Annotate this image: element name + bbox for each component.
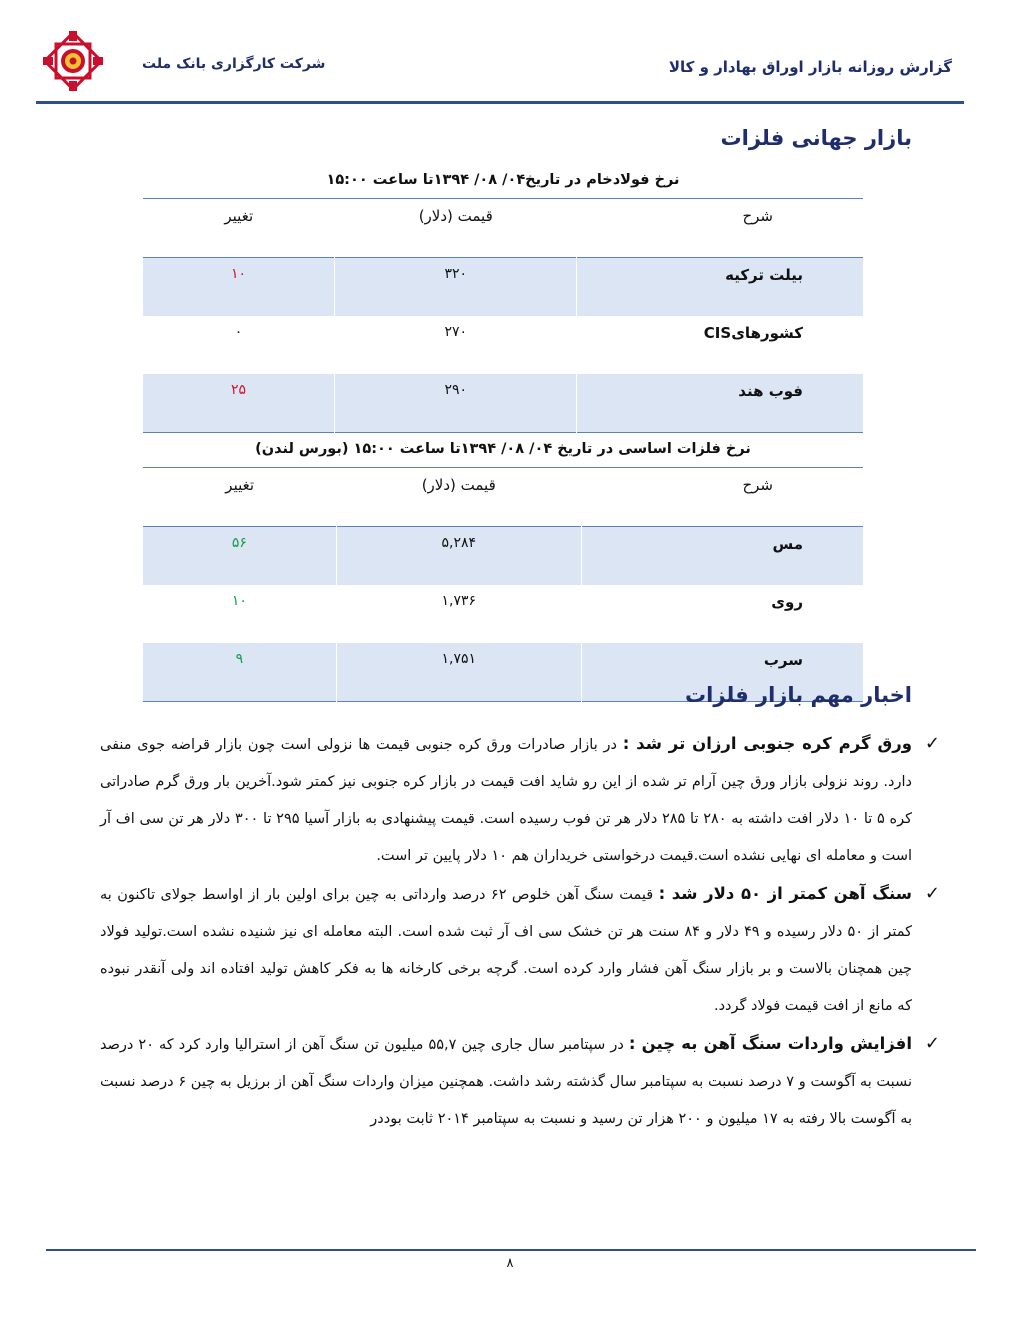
row-name: سرب [581,643,863,702]
row-change: ۱۰ [231,593,247,609]
row-change: ۹ [143,643,336,702]
table-header-row [143,199,863,258]
row-change: ۲۵ [143,374,335,433]
header-rule [36,101,964,104]
news-lead: سنگ آهن کمتر از ۵۰ دلار شد : [658,884,912,903]
bank-mellat-logo [42,30,104,92]
news-body: در سپتامبر سال جاری چین ۵۵,۷ میلیون تن سنگ آهن از استرالیا وارد کرد که ۲۰ درصد نسبت به آگوست و ۷ درصد نسبت به سپتامبر سال گذشته رشد داشت. همچنین میزان واردات سنگ آهن از برزیل به چین ۶ درصد نسبت به آگوست بالا رفته به ۱۷ میلیون و ۲۰۰ هزار تن رسید و نسبت به سپتامبر ۲۰۱۴ ثابت بوددر [100,1037,912,1127]
header-description: شرح [742,207,773,225]
section-title-metals-news: اخبار مهم بازار فلزات [685,683,912,707]
section-title-world-metals: بازار جهانی فلزات [720,126,912,150]
list-item [100,875,940,1025]
header-change: تغییر [224,207,254,225]
base-metals-table [143,467,863,702]
header-price: قیمت (دلار) [421,476,496,494]
table-row [143,527,863,586]
row-change: ۱۰ [143,258,335,317]
news-lead: افزایش واردات سنگ آهن به چین : [628,1034,912,1053]
table-header-row [143,468,863,527]
table-row [143,585,863,643]
row-price: ۳۲۰ [335,258,577,317]
check-icon: ✓ [924,733,940,754]
table-row [143,258,863,317]
news-body: قیمت سنگ آهن خلوص ۶۲ درصد وارداتی به چین برای اولین بار از اواسط جولای تاکنون به کمتر از ۵۰ دلار رسیده و ۴۹ دلار و ۸۴ سنت هر تن خشک سی اف آر ثبت شده است. البته معامله ای نیز شنیده نشده است.تولید فولاد چین همچنان بالاست و بر بازار سنگ آهن فشار وارد کرده است. گرچه برخی کارخانه ها به فکر کاهش تولید افتاده اند ولی آنقدر نبوده که مانع از افت قیمت فولاد گردد. [100,887,912,1014]
row-name: فوب هند [577,374,863,433]
row-change: ۰ [234,324,243,340]
header-description: شرح [742,476,773,494]
check-icon: ✓ [924,883,940,904]
news-lead: ورق گرم کره جنوبی ارزان تر شد : [622,734,912,753]
row-price: ۱,۷۳۶ [336,585,581,643]
row-name: بیلت ترکیه [577,258,863,317]
footer-rule [46,1249,976,1251]
news-list [100,725,940,1138]
row-price: ۲۹۰ [335,374,577,433]
row-name: روی [771,593,803,611]
company-name: شرکت کارگزاری بانک ملت [142,56,326,72]
row-name: کشورهایCIS [703,324,803,342]
check-icon: ✓ [924,1033,940,1054]
header-price: قیمت (دلار) [418,207,493,225]
row-price: ۲۷۰ [335,316,577,374]
report-title: گزارش روزانه بازار اوراق بهادار و کالا [668,58,952,76]
table1-caption: نرخ فولادخام در تاریخ۰۴/ ۰۸/ ۱۳۹۴تا ساعت ۱۵:۰۰ [326,172,680,188]
list-item [100,1025,940,1138]
header-change: تغییر [225,476,255,494]
row-price: ۱,۷۵۱ [336,643,581,702]
row-change: ۵۶ [143,527,336,586]
steel-price-table [143,198,863,433]
row-name: مس [581,527,863,586]
page-number: ۸ [506,1256,514,1271]
news-body: در بازار صادرات ورق کره جنوبی قیمت ها نزولی است چون بازار قراضه جوی منفی دارد. روند نزولی بازار ورق چین آرام تر شده از این رو شاید افت قیمت در بازار کره جنوبی نیز کمتر شود.آخرین بار ورق گرم صادراتی کره ۵ تا ۱۰ دلار افت داشته به ۲۸۰ تا ۲۸۵ دلار هر تن فوب رسیده است. قیمت پیشنهادی به بازار آسیا ۲۹۵ تا ۳۰۰ دلار هر تن سی اف آر است و معامله ای نهایی نشده است.قیمت درخواستی خریداران هم ۱۰ دلار پایین تر است. [100,737,912,864]
list-item [100,725,940,875]
table-row [143,374,863,433]
table-row [143,316,863,374]
table2-caption: نرخ فلزات اساسی در تاریخ ۰۴/ ۰۸/ ۱۳۹۴تا ساعت ۱۵:۰۰ (بورس لندن) [255,441,751,457]
row-price: ۵,۲۸۴ [336,527,581,586]
